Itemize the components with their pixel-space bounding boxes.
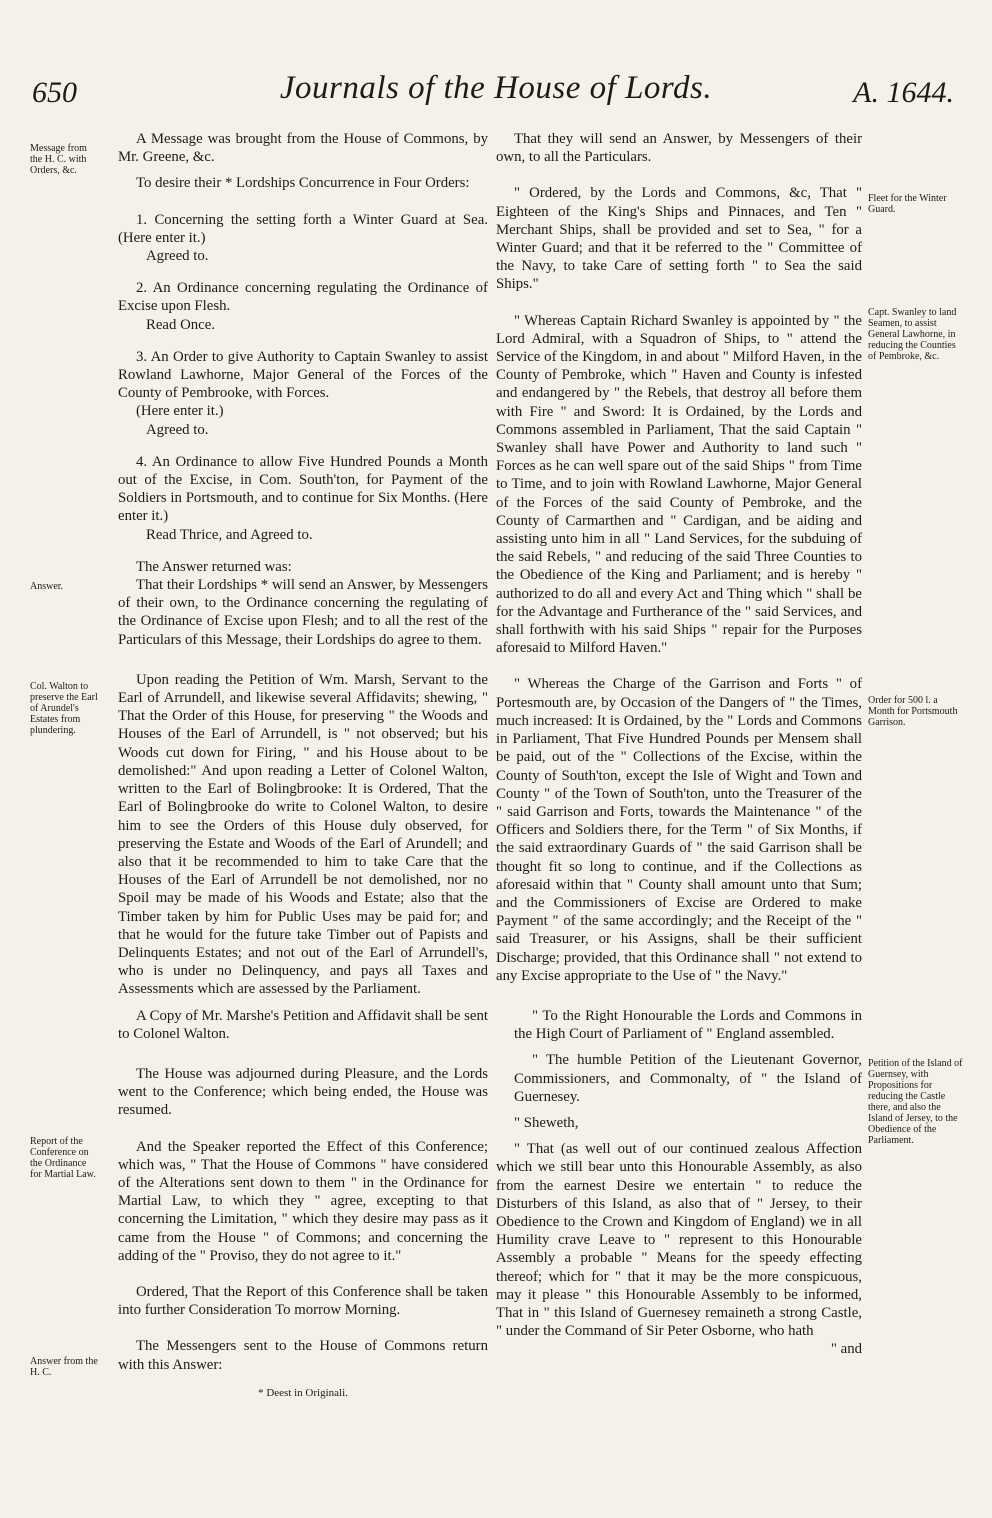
margin-note-walton: Col. Walton to preserve the Earl of Arundel's Estates from plundering. xyxy=(30,681,98,736)
order-item-1: 1. Concerning the setting forth a Winter Guard at Sea. (Here enter it.) xyxy=(118,211,488,246)
report-paragraph: And the Speaker reported the Effect of this Conference; which was, " That the House of Commons " have considered of the Alterations sent down to them " in the Ordinance for Martial Law, to which they " agree, excepting to that concerning the Limitation, " which they desire may pass as it came from the House " of Commons; and concerning the adding of the " Proviso, they do not agree to it." xyxy=(118,1138,488,1264)
margin-note-answer: Answer. xyxy=(30,581,64,592)
running-title: Journals of the House of Lords. xyxy=(279,70,713,106)
right-column xyxy=(496,130,862,1359)
petition-body: " That (as well out of our continued zealous Affection which we still bear unto this Honourable Assembly, as also from the earnest Desire we entertain " to reduce the Disturbers of this Island, as also that of " Jersey, to their Obedience to the Crown and Kingdom of England) we in all Humility crave Leave to " represent to this Honourable Assembly a probable " Means for the speedy effecting thereof; which for " that it may be the more conspicuous, may it please " this Honourable Assembly to be informed, That in " this Island of Guernesey remaineth a strong Castle, " under the Command of Sir Peter Osborne, who hath xyxy=(496,1141,862,1340)
margin-note-answer-hc: Answer from the H. C. xyxy=(30,1356,98,1378)
order-item-3-result: Agreed to. xyxy=(146,421,209,438)
particulars-paragraph: That they will send an Answer, by Messengers of their own, to all the Particulars. xyxy=(496,131,862,166)
fleet-order: " Ordered, by the Lords and Commons, &c, That " Eighteen of the King's Ships and Pinnaces, and Ten " Merchant Ships, shall be provided and set to Sea, " for a Winter Guard; and that it be referred to the " Committee of the Navy, to take Care of setting forth " to Sea the said Ships." xyxy=(496,185,862,293)
margin-note-order: Order for 500 l. a Month for Portsmouth Garrison. xyxy=(868,695,958,728)
order-item-2-result: Read Once. xyxy=(146,316,216,333)
ordered-paragraph: Ordered, That the Report of this Conference shall be taken into further Consideration To morrow Morning. xyxy=(118,1283,488,1319)
page-number: 650 xyxy=(32,76,77,109)
order-item-4-result: Read Thrice, and Agreed to. xyxy=(146,526,313,543)
order-item-2: 2. An Ordinance concerning regulating the Ordinance of Excise upon Flesh. xyxy=(118,280,488,315)
petition-title: " The humble Petition of the Lieutenant Governor, Commissioners, and Commonalty, of " the Island of Guernesey. xyxy=(514,1052,862,1105)
petition-address: " To the Right Honourable the Lords and Commons in the High Court of Parliament of " England assembled. xyxy=(514,1007,862,1043)
footnote: * Deest in Originali. xyxy=(258,1386,348,1399)
garrison-ordinance: " Whereas the Charge of the Garrison and Forts " of Portesmouth are, by Occasion of the Dangers of " the Times, much increased: It is Ordained, by the " Lords and Commons in Parliament, That Five Hundred Pounds per Mensem shall be paid, out of the " Collections of the Excise, within the County of South'ton, except the Isle of Wight and Town and County " of the Town of South'ton, unto the Treasurer of the " said Garrison and Forts, towards the Maintenance " of the Officers and Soldiers there, for the Term " of Six Months, if the said extraordinary Guards of " the said Garrison shall be thought fit so long to continue, and if the Collections as aforesaid within that " County shall amount unto that Sum; and the Commissioners of Excise are Ordered to make Payment " of the same accordingly; and the Receipt of the " said Treasurer, or his Assigns, shall be their sufficient Discharge; provided, that this Ordinance shall " not extend to any Excise appropriate to the Use of " the Navy." xyxy=(496,676,862,984)
answer-heading: The Answer returned was: xyxy=(136,558,292,575)
margin-note-message: Message from the H. C. with Orders, &c. xyxy=(30,143,87,176)
petition-sheweth: " Sheweth, xyxy=(514,1114,579,1131)
adjourn-paragraph: The House was adjourned during Pleasure, and the Lords went to the Conference; which being ended, the House was resumed. xyxy=(118,1065,488,1119)
answer-paragraph: That their Lordships * will send an Answer, by Messengers of their own, to the Ordinance concerning the regulating of the Ordinance of Excise upon Flesh; and to all the rest of the Particulars of this Message, their Lordships do agree to them. xyxy=(118,577,488,648)
margin-note-petition: Petition of the Island of Guernsey, with Propositions for reducing the Castle there, and also the Island of Jersey, to the Obedience of the Parliament. xyxy=(868,1058,963,1146)
margin-note-report: Report of the Conference on the Ordinance for Martial Law. xyxy=(30,1136,96,1180)
order-item-4: 4. An Ordinance to allow Five Hundred Pounds a Month out of the Excise, in Com. South'ton, for Payment of the Soldiers in Portsmouth, and to continue for Six Months. (Here enter it.) xyxy=(118,453,488,525)
order-item-3-enter: (Here enter it.) xyxy=(136,403,224,420)
copy-paragraph: A Copy of Mr. Marshe's Petition and Affidavit shall be sent to Colonel Walton. xyxy=(118,1007,488,1042)
order-item-3: 3. An Order to give Authority to Captain Swanley to assist Rowland Lawhorne, Major General of the Forces of the County of Pembrooke, with Forces. xyxy=(118,348,488,402)
messengers-paragraph: The Messengers sent to the House of Commons return with this Answer: xyxy=(118,1338,488,1373)
message-request: To desire their * Lordships Concurrence in Four Orders: xyxy=(136,175,470,192)
year: A. 1644. xyxy=(853,76,954,109)
walton-paragraph: Upon reading the Petition of Wm. Marsh, Servant to the Earl of Arrundell, and likewise several Affidavits; shewing, " That the Order of this House, for preserving " the Woods and Houses of the Earl of Arrundell, is " not observed; but his Woods cut down for Firing, " and his House about to be demolished:" And upon reading a Letter of Colonel Walton, written to the Earl of Bolingbrooke: It is Ordered, That the Earl of Bolingbrooke do write to Colonel Walton, to desire him to see the Orders of this House duly observed, for preserving the Estate and Woods of the Earl of Arundell; and also that it be recommended to him to take Care that the Houses of the Earl of Arrundell be not demolished, nor no Spoil may be made of his Woods and Estate; also that the Timber taken by him for Public Uses may be paid for; and that he would for the future take Timber out of Papists and Delinquents Estates; and not out of the Earl of Arrundell's, who is under no Delinquency, and pays all Taxes and Assessments which are assessed by the Parliament. xyxy=(118,671,488,998)
catchword: " and xyxy=(830,1341,862,1358)
order-item-1-result: Agreed to. xyxy=(146,248,209,265)
left-column xyxy=(118,130,488,1402)
margin-note-swanley: Capt. Swanley to land Seamen, to assist General Lawhorne, in reducing the Counties of Pembroke, &c. xyxy=(868,307,957,362)
message-paragraph: A Message was brought from the House of Commons, by Mr. Greene, &c. xyxy=(118,131,488,166)
margin-note-fleet: Fleet for the Winter Guard. xyxy=(868,193,947,215)
page-header xyxy=(0,70,992,120)
swanley-ordinance: " Whereas Captain Richard Swanley is appointed by " the Lord Admiral, with a Squadron of Ships, to " attend the Service of the Kingdom, in and about " Milford Haven, in the County of Pembroke, which " Haven and County is infested and endangered by " the Rebels, that destroy all before them with Fire " and Sword: It is Ordained, by the Lords and Commons assembled in Parliament, That the said Captain " Swanley shall have Power and Authority to land such " Forces as he can well spare out of the said Ships " from Time to Time, and to join with Rowland Lawhorne, Major General of the Forces of the said County of Pembroke, and the County of Carmarthen and " Cardigan, and be aiding and assisting unto him in all " Land Services, for the subduing of the said Rebels, " and reducing of the said Three Counties to the Obedience of the King and Parliament; and is hereby " authorized to do all and every Act and Thing which " shall be for the Advantage and Furtherance of the " said Services, and shall forthwith with his said Ships " repair for the Purposes aforesaid to Milford Haven." xyxy=(496,312,862,657)
